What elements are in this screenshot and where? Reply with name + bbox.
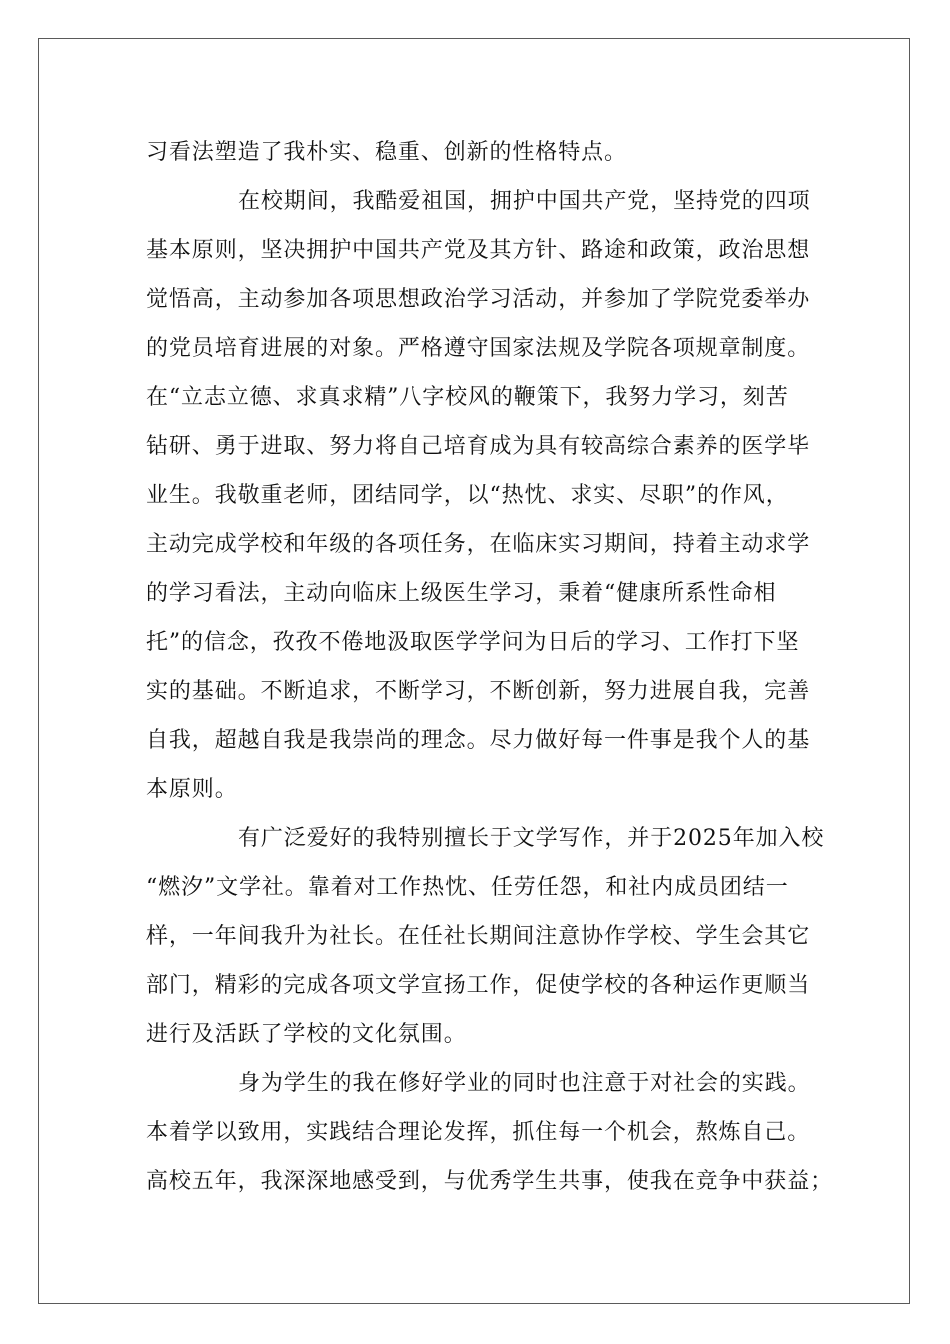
text-line: 本原则。	[146, 777, 238, 802]
text-line: 本着学以致用，实践结合理论发挥，抓住每一个机会，熬炼自己。	[146, 1120, 811, 1145]
text-line: 在“立志立德、求真求精”八字校风的鞭策下，我努力学习，刻苦	[146, 385, 789, 410]
text-line: 业生。我敬重老师，团结同学，以“热忱、求实、尽职”的作风，	[146, 483, 789, 508]
text-line: 习看法塑造了我朴实、稳重、创新的性格特点。	[146, 140, 627, 165]
text-line: 进行及活跃了学校的文化氛围。	[146, 1022, 467, 1047]
text-line: 自我，超越自我是我崇尚的理念。尽力做好每一件事是我个人的基	[146, 728, 811, 753]
text-line: “燃汐”文学社。靠着对工作热忱、任劳任怨，和社内成员团结一	[146, 875, 789, 900]
text-line: 钻研、勇于进取、努力将自己培育成为具有较高综合素养的医学毕	[146, 434, 811, 459]
paragraph-first-line: 在校期间，我酷爱祖国，拥护中国共产党，坚持党的四项	[238, 189, 811, 214]
paragraph-first-line: 身为学生的我在修好学业的同时也注意于对社会的实践。	[238, 1071, 811, 1096]
text-line: 高校五年，我深深地感受到，与优秀学生共事，使我在竞争中获益；	[146, 1169, 834, 1194]
text-line: 的学习看法，主动向临床上级医生学习，秉着“健康所系性命相	[146, 581, 777, 606]
document-body	[146, 128, 834, 1206]
paragraph-first-line: 有广泛爱好的我特别擅长于文学写作，并于2025年加入校	[238, 826, 825, 851]
text-line: 基本原则，坚决拥护中国共产党及其方针、路途和政策，政治思想	[146, 238, 811, 263]
text-line: 样，一年间我升为社长。在任社长期间注意协作学校、学生会其它	[146, 924, 811, 949]
text-line: 托”的信念，孜孜不倦地汲取医学学问为日后的学习、工作打下坚	[146, 630, 800, 655]
text-line: 部门，精彩的完成各项文学宣扬工作，促使学校的各种运作更顺当	[146, 973, 811, 998]
text-line: 实的基础。不断追求，不断学习，不断创新，努力进展自我，完善	[146, 679, 811, 704]
text-line: 觉悟高，主动参加各项思想政治学习活动，并参加了学院党委举办	[146, 287, 811, 312]
text-line: 主动完成学校和年级的各项任务，在临床实习期间，持着主动求学	[146, 532, 811, 557]
text-line: 的党员培育进展的对象。严格遵守国家法规及学院各项规章制度。	[146, 336, 811, 361]
